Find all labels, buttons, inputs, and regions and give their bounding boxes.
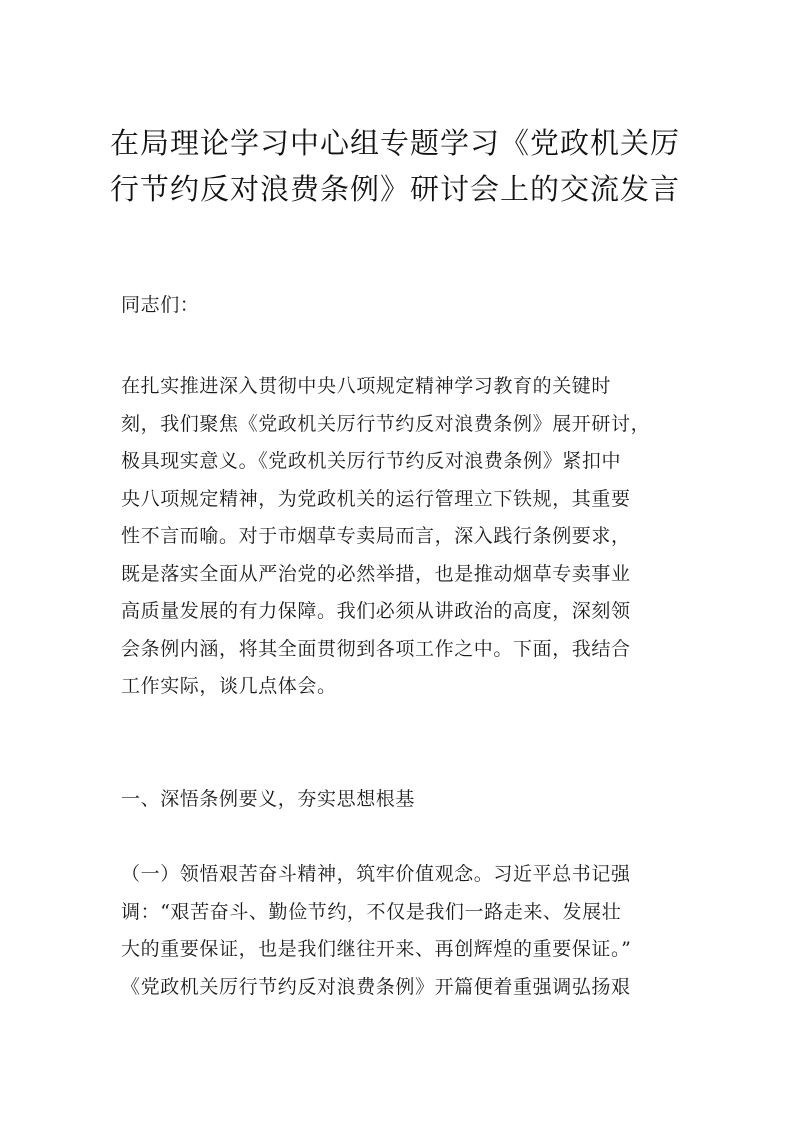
paragraph-line: 性不言而喻。对于市烟草专卖局而言，深入践行条例要求， bbox=[121, 525, 631, 547]
paragraph-line: 工作实际，谈几点体会。 bbox=[121, 675, 337, 697]
paragraph-line: （一）领悟艰苦奋斗精神，筑牢价值观念。习近平总书记强 bbox=[121, 863, 631, 885]
paragraph-section-1 bbox=[121, 856, 677, 1006]
paragraph-line: 大的重要保证，也是我们继往开来、再创辉煌的重要保证。” bbox=[121, 938, 632, 960]
salutation bbox=[121, 287, 677, 325]
paragraph-line: 调：“艰苦奋斗、勤俭节约，不仅是我们一路走来、发展壮 bbox=[121, 900, 622, 923]
title-line: 行节约反对浪费条例》研讨会上的交流发言 bbox=[109, 172, 680, 206]
section-heading-text: 一、深悟条例要义，夯实思想根基 bbox=[121, 788, 416, 810]
paragraph-intro bbox=[121, 368, 677, 706]
paragraph-line: 极具现实意义。《党政机关厉行节约反对浪费条例》紧扣中 bbox=[121, 450, 622, 472]
paragraph-line: 会条例内涵，将其全面贯彻到各项工作之中。下面，我结合 bbox=[121, 637, 631, 660]
paragraph-line: 《党政机关厉行节约反对浪费条例》开篇便着重强调弘扬艰 bbox=[121, 975, 631, 998]
paragraph-line: 刻，我们聚焦《党政机关厉行节约反对浪费条例》展开研讨， bbox=[121, 412, 651, 435]
document-title bbox=[95, 120, 695, 212]
paragraph-line: 央八项规定精神，为党政机关的运行管理立下铁规，其重要 bbox=[121, 487, 631, 510]
paragraph-line: 既是落实全面从严治党的必然举措，也是推动烟草专卖事业 bbox=[121, 562, 631, 585]
salutation-text: 同志们： bbox=[121, 294, 200, 316]
title-line: 在局理论学习中心组专题学习《党政机关厉 bbox=[109, 126, 680, 160]
paragraph-line: 高质量发展的有力保障。我们必须从讲政治的高度，深刻领 bbox=[121, 600, 631, 622]
section-heading bbox=[121, 781, 677, 819]
paragraph-line: 在扎实推进深入贯彻中央八项规定精神学习教育的关键时 bbox=[121, 375, 612, 397]
